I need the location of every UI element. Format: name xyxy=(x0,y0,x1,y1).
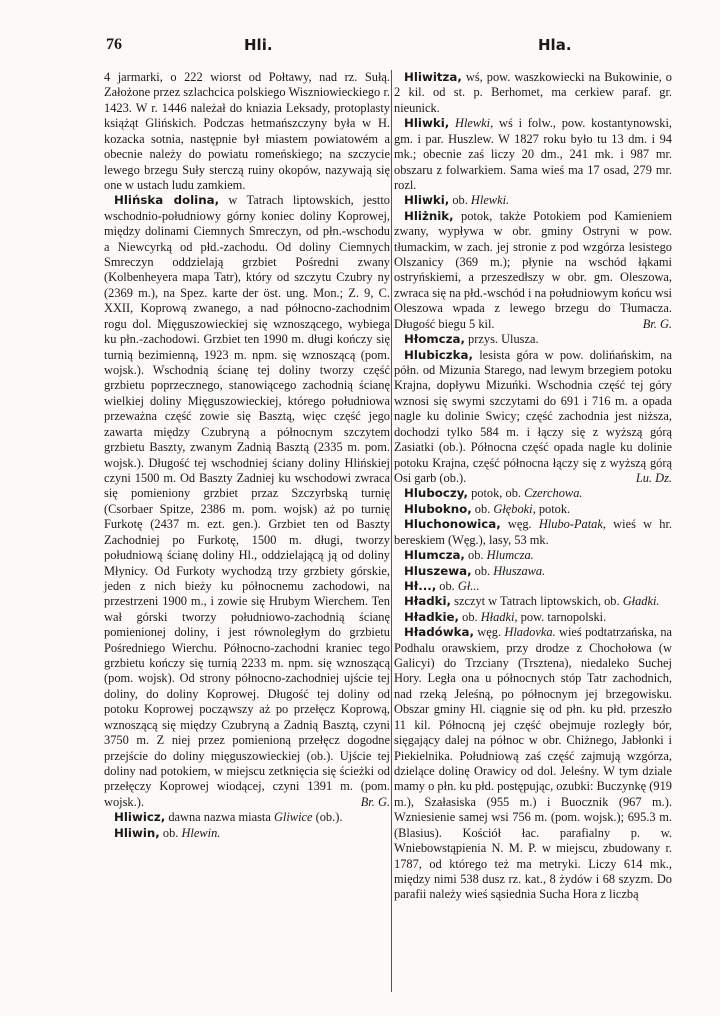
entry-headword: Hlińska dolina, xyxy=(114,193,220,208)
entry-text: ob. xyxy=(436,578,458,593)
entry-text: w Tatrach liptowskich, jestto wschodnio-południowy górny koniec doliny Koprowej, między dolinami Ciemnych Smreczyn, od płn.-wschodu a Niewcyrką od płd.-zachodu. Od doliny Ciemnych Smreczyn oddzielają grzbiet Pośredni zwany (Kolbenheyera mapa Tatr), który od szczytu Czubry ny (2369 m.), na Spez. karte der öst. ung. Mon.; Z. 9, C. XXII, Koprową zwanego, a nad północno-zachodnim rogu dol. Mięguszowieckiej się wznoszącego, wybiega ku płn.-zachodowi. Grzbiet ten 1990 m. długi kończy się turnią bezimienną, 1923 m. npm. się wznoszącą (pom. wojsk.). Wschodnią ścianę tej doliny tworzy część grzbietu poprzecznego, stanowiącego zachodnią ścianę wielkiej doliny Mięguszowieckiej, którego południowa przeważna część zowie się Basztą, więc część jego zawarta między Czubryną a północnym szczytem grzbietu Baszty, zwanym Zadnią Basztą (2335 m. pom. wojsk.). Długość tej wschodniej ściany doliny Hlińskiej czyni 1500 m. Od Baszty Zadniej ku wschodowi zwraca się pomieniony grzbiet przaz Szczyrbską turnię (Csorbaer Spitze, 2386 m. pom. wojsk) aż po turnię Furkotę (2437 m. ezt. gen.). Grzbiet ten od Baszty Zachodniej po Furkotę, 1500 m. długi, tworzy południową ścianę doliny Hl., oddzielającą ją od doliny Młynicy. Od Furkoty wychodzą trzy grzbiety górskie, jeden z nich bieży ku północnemu zachodowi, na przestrzeni 1900 m., i zowie się Hrubym Wierchem. Ten wał górski tworzy południowo-zachodnią ścianę pomienionej doliny, i jest równoległym do grzbietu Pośredniego Wierchu. Północno-zachodni kraniec tego grzbietu kończy się turnią 2233 m. npm. się wznoszącą (pom. wojsk). Od strony północno-zachodniej ujście tej doliny, do doliny Koprowej. Długość tej doliny od potoku Koprowej począwszy aż po przełęcz Koprową, wznoszącą się między Czubryną a Zadnią Basztą, czyni 3750 m. Z niej przez pomienioną przełęcz dogodne przejście do doliny mięguszowieckiej (ob.). Ujście tej doliny nad potokiem, w miejscu zetknięcia się ścieżki od przełęczy Koprowej wiodącej, czyni 1391 m. (pom. wojsk.). xyxy=(104,193,390,809)
dictionary-entry xyxy=(394,579,672,594)
page-number: 76 xyxy=(106,36,122,53)
entry-headword: Hładkie, xyxy=(404,609,460,624)
entry-crossref: Gładki. xyxy=(622,594,660,609)
entry-headword: Hładówka, xyxy=(404,625,474,640)
left-column xyxy=(104,70,390,841)
entry-text: potok, także Potokiem pod Kamieniem zwany, wypływa w obr. gminy Ostryni w pow. tłumackim, w zach. jej stronie z pod wzgórza lesistego Olszanicy (369 m.); płynie na wschód łąkami ostryńskiemi, a przeszedłszy w obr. gm. Oleszowa, zwraca się na płd.-wschód i na południowym końcu wsi Oleszowa wpada z lewego brzegu do Tłumacza. Długość biegu 5 kil. xyxy=(394,208,672,331)
entry-text: ob. xyxy=(159,825,182,840)
dictionary-entry xyxy=(104,810,390,825)
entry-headword: Hliwin, xyxy=(114,825,160,840)
dictionary-entry xyxy=(394,625,672,903)
dictionary-entry xyxy=(104,826,390,841)
dictionary-entry xyxy=(394,116,672,193)
entry-headword: Hł..., xyxy=(404,578,437,593)
entry-headword: Hlubokno, xyxy=(404,501,472,516)
entry-text: wś, pow. waszkowiecki na Bukowinie, o 2 kil. od st. p. Berhomet, ma cerkiew paraf. gr. nieunick. xyxy=(394,70,672,115)
entry-crossref: Gliwice xyxy=(273,810,313,825)
dictionary-entry xyxy=(394,332,672,347)
entry-text: węg. xyxy=(500,517,539,532)
entry-text: ob. xyxy=(464,548,487,563)
entry-headword: Hluchonowica, xyxy=(404,517,501,532)
entry-text: ob. xyxy=(459,609,481,624)
entry-text-continued: pow. tarnopolski. xyxy=(517,609,607,624)
dictionary-entry xyxy=(394,209,672,332)
entry-crossref: Hladovka. xyxy=(504,625,556,640)
dictionary-entry xyxy=(104,193,390,810)
entry-text: lesista góra w pow. dolińańskim, na półn. od Mizunia Starego, nad lewym brzegiem potoku Krajna, dopływu Mizuńki. Wschodnia część tej góry wznosi się swymi szczytami do 691 i 716 m. a opada nagle ku dolinie Swicy; część zachodnia jest niższa, dochodzi tylko 584 m. i łączy się z wyższą górą Zasiatki (ob.). Północna część opada nagle ku dolinie potoku Krajna, część północna łączy się z wyższą górą Osi garb (ob.). xyxy=(394,347,672,485)
entry-text-continued: potok. xyxy=(535,501,571,516)
entry-text-continued: (ob.). xyxy=(312,810,343,825)
entry-crossref: Hlewki. xyxy=(470,193,510,208)
entry-text: 4 jarmarki, o 222 wiorst od Połtawy, nad rz. Sułą. Założone przez szlachcica polskiego Wiszniowieckiego r. 1423. W r. 1446 należał do kniazia Leksady, protoplasty książąt Glińskich. Podczas hetmańszczyny była w H. kozacka sotnia, następnie był miastem powiatowém a obecnie należy do powiatu romeńskiego; na szczycie lewego brzegu Suły sterczą ruiny okopów, nazywają się one w ustach ludu zamkiem. xyxy=(104,70,390,192)
dictionary-entry xyxy=(394,517,672,548)
entry-crossref: Hlewki, xyxy=(455,116,494,131)
entry-text-continued: wś i folw., pow. kostantynowski, gm. i par. Huszlew. W 1827 roku było tu 13 dm. i 94 mk.; obecnie zaś liczy 20 dm., 241 mk. i 987 mr. obszaru z folwarkiem. Sama wieś ma 17 osad, 279 mr. rozl. xyxy=(394,116,672,192)
dictionary-entry xyxy=(394,594,672,609)
entry-crossref: Hłuszawa. xyxy=(493,563,546,578)
entry-text: ob. xyxy=(449,193,471,208)
entry-headword: Hładki, xyxy=(404,594,452,609)
entry-crossref: Głęboki, xyxy=(493,501,536,516)
left-running-head: Hli. xyxy=(244,36,273,54)
entry-text: szczyt w Tatrach liptowskich, ob. xyxy=(451,594,623,609)
entry-crossref: Hładki, xyxy=(480,609,518,624)
running-header xyxy=(0,36,720,60)
entry-headword: Hluszewa, xyxy=(404,563,472,578)
column-divider xyxy=(391,70,392,992)
dictionary-entry xyxy=(394,193,672,208)
entry-crossref: Czerchowa. xyxy=(524,486,583,501)
entry-headword: Hliwki, xyxy=(404,116,450,131)
dictionary-entry xyxy=(394,348,672,487)
entry-headword: Hliwitza, xyxy=(404,70,462,84)
right-running-head: Hla. xyxy=(538,36,572,54)
entry-text: dawna nazwa miasta xyxy=(165,810,274,825)
dictionary-entry xyxy=(394,548,672,563)
entry-text: ob. xyxy=(471,501,494,516)
dictionary-entry xyxy=(394,486,672,501)
right-column xyxy=(394,70,672,903)
entry-headword: Hlubiczka, xyxy=(404,347,473,362)
entry-text-continued: wieś w hr. bereskiem (Węg.), lasy, 53 mk. xyxy=(394,517,672,547)
entry-headword: Hlumcza, xyxy=(404,548,465,563)
entry-headword: Hliwki, xyxy=(404,193,450,208)
entry-headword: Hłomcza, xyxy=(404,332,465,347)
entry-headword: Hliżnik, xyxy=(404,208,454,223)
author-signature: Br. G. xyxy=(360,794,390,809)
entry-text: przys. Ulusza. xyxy=(464,332,539,347)
entry-crossref: Hlewin. xyxy=(181,825,221,840)
entry-text-continued: wieś podtatrzańska, na Podhalu orawskiem, przy drodze z Chochołowa (w Galicyi) do Trzciany (Trsztena), niedaleko Suchej Hory. Legła ona u północnych stóp Tatr zachodnich, nad rzeką Jeleśną, po północnym jej brzegowisku. Obszar gminy Hl. ciągnie się od płn. ku płd. przeszło 11 kil. Północną jej część obejmuje rozległy bór, sięgający dalej na północ w obr. Chiżnego, Jabłonki i Piekielnika. Południową zaś część zajmują wzgórza, dzielące dolinę Orawicy od dol. Jeleśny. W tym dziale mamy o płn. ku płd. postępując, ozubki: Buczynkę (919 m.), Szałasiska (955 m.) i Buocznik (967 m.). Wzniesienie samej wsi 756 m. (pom. wojsk.); 695.3 m. (Blasius). Kościół łac. parafialny p. w. Wniebowstąpienia N. M. P. w miejscu, zbudowany r. 1787, od którego też ma metryki. Liczy 614 mk., między nimi 538 dusz rz. kat., 8 żydów i 68 szyzm. Do parafii należy wieś sąsiednia Sucha Hora z liczbą xyxy=(394,625,673,902)
entry-text: ob. xyxy=(471,563,494,578)
entry-crossref: Gł... xyxy=(457,578,480,593)
entry-crossref: Hlubo-Patak, xyxy=(538,517,606,532)
author-signature: Lu. Dz. xyxy=(635,470,672,485)
dictionary-entry xyxy=(104,70,390,193)
entry-crossref: Hlumcza. xyxy=(486,548,534,563)
entry-headword: Hluboczy, xyxy=(404,486,468,501)
dictionary-entry xyxy=(394,502,672,517)
entry-headword: Hliwicz, xyxy=(114,810,166,825)
entry-text: potok, ob. xyxy=(467,486,525,501)
author-signature: Br. G. xyxy=(642,316,672,331)
dictionary-entry xyxy=(394,610,672,625)
dictionary-entry xyxy=(394,70,672,116)
dictionary-entry xyxy=(394,564,672,579)
entry-text: węg. xyxy=(473,625,505,640)
